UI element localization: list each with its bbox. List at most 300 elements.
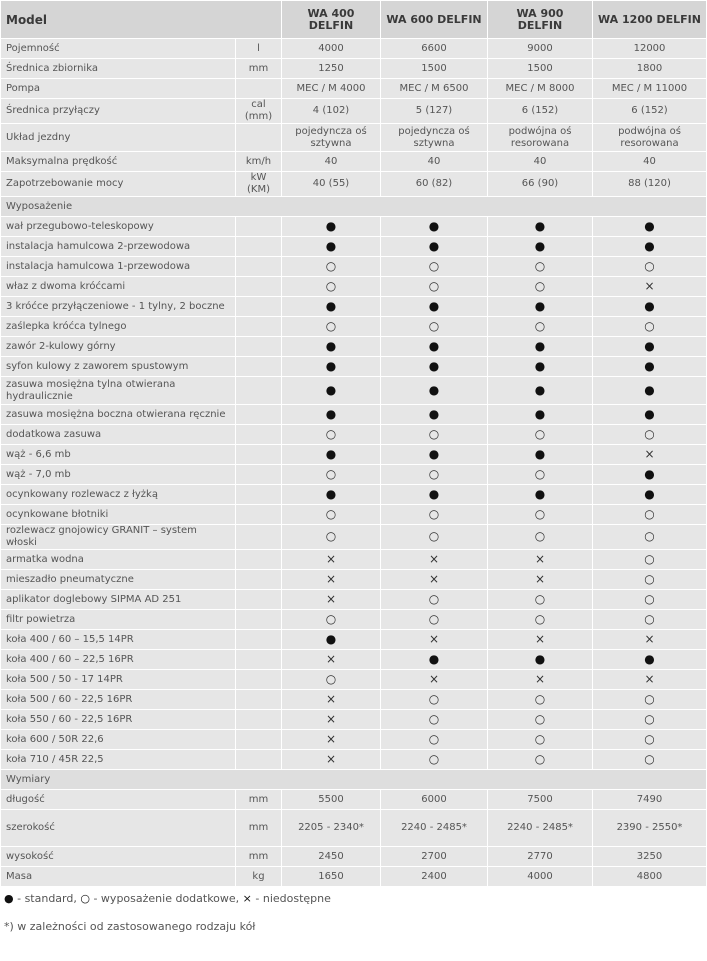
spec-row	[1, 810, 707, 847]
unit-cell: l	[236, 39, 282, 59]
spec-row	[1, 79, 707, 99]
standard-dot-icon: ●	[644, 466, 655, 481]
standard-dot-icon: ●	[644, 382, 655, 397]
footnote: *) w zależności od zastosowanego rodzaju kół	[4, 920, 256, 933]
value-cell	[593, 485, 707, 505]
unit-cell	[236, 550, 282, 570]
equipment-row	[1, 670, 707, 690]
value-cell: pojedyncza oś sztywna	[282, 124, 381, 152]
equipment-row	[1, 377, 707, 405]
value-cell	[381, 630, 488, 650]
standard-dot-icon: ●	[644, 486, 655, 501]
value-cell	[381, 710, 488, 730]
value-cell	[593, 277, 707, 297]
spec-row	[1, 867, 707, 887]
model-name: WA 600 DELFIN	[381, 1, 488, 39]
value-cell: 3250	[593, 847, 707, 867]
value-cell	[593, 297, 707, 317]
optional-circle-icon: ○	[80, 892, 90, 905]
value-cell	[381, 425, 488, 445]
optional-circle-icon: ○	[325, 278, 337, 293]
value-cell	[488, 570, 593, 590]
equipment-row	[1, 277, 707, 297]
section-row	[1, 770, 707, 790]
value-cell	[593, 590, 707, 610]
value-cell: 60 (82)	[381, 172, 488, 197]
optional-circle-icon: ○	[325, 671, 337, 686]
optional-circle-icon: ○	[428, 466, 440, 481]
optional-circle-icon: ○	[534, 691, 546, 706]
optional-circle-icon: ○	[428, 258, 440, 273]
row-label: Zapotrzebowanie mocy	[1, 172, 236, 197]
value-cell	[381, 485, 488, 505]
optional-circle-icon: ○	[534, 711, 546, 726]
unit-cell	[236, 79, 282, 99]
model-name: WA 900 DELFIN	[488, 1, 593, 39]
value-cell	[593, 237, 707, 257]
row-label: zaślepka króćca tylnego	[1, 317, 236, 337]
standard-dot-icon: ●	[428, 358, 440, 373]
row-label: koła 600 / 50R 22,6	[1, 730, 236, 750]
value-cell: 2450	[282, 847, 381, 867]
unavailable-cross-icon: ×	[428, 671, 440, 686]
value-cell: 7490	[593, 790, 707, 810]
value-cell: 4800	[593, 867, 707, 887]
value-cell	[381, 237, 488, 257]
equipment-row	[1, 750, 707, 770]
unit-cell	[236, 610, 282, 630]
value-cell	[282, 317, 381, 337]
value-cell	[593, 217, 707, 237]
optional-circle-icon: ○	[644, 591, 655, 606]
equipment-row	[1, 337, 707, 357]
spec-row	[1, 790, 707, 810]
row-label: Układ jezdny	[1, 124, 236, 152]
row-label: szerokość	[1, 810, 236, 847]
optional-circle-icon: ○	[325, 529, 337, 543]
value-cell	[488, 690, 593, 710]
optional-circle-icon: ○	[325, 318, 337, 333]
equipment-row	[1, 610, 707, 630]
row-label: koła 500 / 60 - 22,5 16PR	[1, 690, 236, 710]
value-cell	[488, 445, 593, 465]
standard-dot-icon: ●	[428, 298, 440, 313]
equipment-row	[1, 237, 707, 257]
legend-unavailable-text: - niedostępne	[251, 892, 331, 905]
unavailable-cross-icon: ×	[325, 731, 337, 746]
value-cell	[593, 630, 707, 650]
row-label: Średnica zbiornika	[1, 59, 236, 79]
value-cell	[593, 690, 707, 710]
value-cell: 66 (90)	[488, 172, 593, 197]
standard-dot-icon: ●	[534, 358, 546, 373]
optional-circle-icon: ○	[325, 258, 337, 273]
equipment-row	[1, 550, 707, 570]
row-label: koła 400 / 60 – 22,5 16PR	[1, 650, 236, 670]
value-cell: pojedyncza oś sztywna	[381, 124, 488, 152]
value-cell	[381, 590, 488, 610]
value-cell	[381, 445, 488, 465]
spec-row	[1, 99, 707, 124]
value-cell	[593, 710, 707, 730]
value-cell: 9000	[488, 39, 593, 59]
value-cell	[593, 505, 707, 525]
value-cell	[381, 317, 488, 337]
standard-dot-icon: ●	[428, 651, 440, 666]
unit-cell	[236, 590, 282, 610]
optional-circle-icon: ○	[428, 731, 440, 746]
row-label: koła 550 / 60 - 22,5 16PR	[1, 710, 236, 730]
value-cell	[282, 505, 381, 525]
value-cell: 40	[593, 152, 707, 172]
value-cell: MEC / M 8000	[488, 79, 593, 99]
optional-circle-icon: ○	[644, 731, 655, 746]
value-cell: MEC / M 6500	[381, 79, 488, 99]
row-label: koła 400 / 60 – 15,5 14PR	[1, 630, 236, 650]
equipment-row	[1, 425, 707, 445]
value-cell	[488, 277, 593, 297]
equipment-row	[1, 505, 707, 525]
value-cell: 1500	[488, 59, 593, 79]
value-cell	[488, 630, 593, 650]
optional-circle-icon: ○	[428, 506, 440, 521]
standard-dot-icon: ●	[534, 486, 546, 501]
standard-dot-icon: ●	[325, 486, 337, 501]
value-cell	[381, 670, 488, 690]
unit-cell	[236, 217, 282, 237]
value-cell	[593, 570, 707, 590]
optional-circle-icon: ○	[534, 318, 546, 333]
value-cell	[488, 425, 593, 445]
value-cell	[282, 730, 381, 750]
optional-circle-icon: ○	[644, 551, 655, 566]
equipment-row	[1, 445, 707, 465]
row-label: aplikator doglebowy SIPMA AD 251	[1, 590, 236, 610]
value-cell	[593, 550, 707, 570]
value-cell	[381, 217, 488, 237]
value-cell: 6 (152)	[488, 99, 593, 124]
optional-circle-icon: ○	[428, 691, 440, 706]
row-label: instalacja hamulcowa 2-przewodowa	[1, 237, 236, 257]
equipment-row	[1, 650, 707, 670]
unavailable-cross-icon: ×	[644, 671, 655, 686]
value-cell	[381, 690, 488, 710]
unit-cell	[236, 710, 282, 730]
row-label: długość	[1, 790, 236, 810]
equipment-row	[1, 357, 707, 377]
model-name: WA 1200 DELFIN	[593, 1, 707, 39]
standard-dot-icon: ●	[325, 446, 337, 461]
header-row	[1, 1, 707, 39]
value-cell	[282, 630, 381, 650]
row-label: zawór 2-kulowy górny	[1, 337, 236, 357]
optional-circle-icon: ○	[534, 426, 546, 441]
unavailable-cross-icon: ×	[534, 631, 546, 646]
optional-circle-icon: ○	[644, 711, 655, 726]
optional-circle-icon: ○	[534, 591, 546, 606]
optional-circle-icon: ○	[644, 506, 655, 521]
unavailable-cross-icon: ×	[325, 591, 337, 606]
optional-circle-icon: ○	[428, 278, 440, 293]
optional-circle-icon: ○	[644, 529, 655, 543]
spec-row	[1, 847, 707, 867]
unavailable-cross-icon: ×	[325, 751, 337, 766]
value-cell: 7500	[488, 790, 593, 810]
value-cell: 2240 - 2485*	[381, 810, 488, 847]
standard-dot-icon: ●	[534, 338, 546, 353]
value-cell	[593, 670, 707, 690]
value-cell	[593, 610, 707, 630]
equipment-row	[1, 630, 707, 650]
value-cell	[593, 337, 707, 357]
unavailable-cross-icon: ×	[325, 711, 337, 726]
value-cell: 4000	[488, 867, 593, 887]
value-cell: 2205 - 2340*	[282, 810, 381, 847]
unavailable-cross-icon: ×	[325, 651, 337, 666]
value-cell: 6000	[381, 790, 488, 810]
unit-cell: mm	[236, 790, 282, 810]
value-cell	[381, 377, 488, 405]
legend-standard-text: - standard,	[13, 892, 81, 905]
value-cell	[488, 590, 593, 610]
value-cell	[488, 670, 593, 690]
value-cell	[488, 525, 593, 550]
value-cell: 2770	[488, 847, 593, 867]
value-cell	[593, 357, 707, 377]
optional-circle-icon: ○	[534, 751, 546, 766]
unit-cell	[236, 124, 282, 152]
unit-cell: kg	[236, 867, 282, 887]
value-cell	[488, 217, 593, 237]
standard-dot-icon: ●	[325, 338, 337, 353]
unavailable-cross-icon: ×	[428, 551, 440, 566]
value-cell	[282, 710, 381, 730]
optional-circle-icon: ○	[644, 751, 655, 766]
spec-row	[1, 124, 707, 152]
value-cell: 40	[488, 152, 593, 172]
value-cell	[282, 425, 381, 445]
value-cell: 1800	[593, 59, 707, 79]
value-cell	[381, 297, 488, 317]
model-name: WA 400 DELFIN	[282, 1, 381, 39]
value-cell: 1250	[282, 59, 381, 79]
value-cell	[593, 425, 707, 445]
value-cell: podwójna oś resorowana	[593, 124, 707, 152]
spec-row	[1, 59, 707, 79]
equipment-row	[1, 297, 707, 317]
value-cell	[488, 465, 593, 485]
value-cell: 2240 - 2485*	[488, 810, 593, 847]
standard-dot-icon: ●	[534, 298, 546, 313]
optional-circle-icon: ○	[644, 426, 655, 441]
value-cell	[282, 357, 381, 377]
row-label: ocynkowany rozlewacz z łyżką	[1, 485, 236, 505]
optional-circle-icon: ○	[644, 318, 655, 333]
value-cell: MEC / M 11000	[593, 79, 707, 99]
row-label: armatka wodna	[1, 550, 236, 570]
row-label: Masa	[1, 867, 236, 887]
standard-dot-icon: ●	[428, 382, 440, 397]
row-label: rozlewacz gnojowicy GRANIT – system włoski	[1, 525, 236, 550]
unit-cell	[236, 630, 282, 650]
value-cell	[282, 550, 381, 570]
row-label: instalacja hamulcowa 1-przewodowa	[1, 257, 236, 277]
unit-cell	[236, 730, 282, 750]
row-label: koła 500 / 50 - 17 14PR	[1, 670, 236, 690]
unit-cell	[236, 690, 282, 710]
value-cell	[593, 750, 707, 770]
spec-row	[1, 172, 707, 197]
row-label: wysokość	[1, 847, 236, 867]
unit-cell	[236, 317, 282, 337]
unit-cell	[236, 465, 282, 485]
value-cell	[488, 505, 593, 525]
row-label: wąż - 7,0 mb	[1, 465, 236, 485]
value-cell	[282, 690, 381, 710]
value-cell	[282, 277, 381, 297]
value-cell	[282, 337, 381, 357]
value-cell	[381, 257, 488, 277]
row-label: Maksymalna prędkość	[1, 152, 236, 172]
standard-dot-icon: ●	[428, 338, 440, 353]
value-cell	[282, 670, 381, 690]
optional-circle-icon: ○	[428, 318, 440, 333]
standard-dot-icon: ●	[534, 446, 546, 461]
optional-circle-icon: ○	[325, 466, 337, 481]
unit-cell: km/h	[236, 152, 282, 172]
row-label: wał przegubowo-teleskopowy	[1, 217, 236, 237]
value-cell	[381, 405, 488, 425]
value-cell	[593, 377, 707, 405]
equipment-row	[1, 590, 707, 610]
row-label: Pompa	[1, 79, 236, 99]
standard-dot-icon: ●	[325, 238, 337, 253]
standard-dot-icon: ●	[325, 382, 337, 397]
value-cell	[282, 257, 381, 277]
value-cell	[593, 405, 707, 425]
equipment-row	[1, 465, 707, 485]
value-cell	[488, 317, 593, 337]
unit-cell	[236, 525, 282, 550]
row-label: syfon kulowy z zaworem spustowym	[1, 357, 236, 377]
value-cell	[282, 610, 381, 630]
equipment-row	[1, 570, 707, 590]
optional-circle-icon: ○	[428, 426, 440, 441]
standard-dot-icon: ●	[325, 218, 337, 233]
optional-circle-icon: ○	[428, 591, 440, 606]
section-title: Wyposażenie	[1, 197, 707, 217]
value-cell: 5500	[282, 790, 381, 810]
value-cell	[282, 525, 381, 550]
unit-cell	[236, 650, 282, 670]
optional-circle-icon: ○	[534, 529, 546, 543]
unit-cell	[236, 670, 282, 690]
optional-circle-icon: ○	[534, 731, 546, 746]
unavailable-cross-icon: ×	[325, 691, 337, 706]
unit-cell: kW (KM)	[236, 172, 282, 197]
value-cell	[282, 750, 381, 770]
row-label: Średnica przyłączy	[1, 99, 236, 124]
value-cell	[282, 217, 381, 237]
standard-dot-icon: ●	[428, 218, 440, 233]
value-cell: 2400	[381, 867, 488, 887]
value-cell: 40 (55)	[282, 172, 381, 197]
value-cell	[381, 610, 488, 630]
equipment-row	[1, 485, 707, 505]
value-cell	[488, 730, 593, 750]
value-cell	[488, 337, 593, 357]
unit-cell	[236, 257, 282, 277]
value-cell	[381, 525, 488, 550]
standard-dot-icon: ●	[534, 651, 546, 666]
unit-cell: mm	[236, 59, 282, 79]
section-row	[1, 197, 707, 217]
value-cell: 2700	[381, 847, 488, 867]
unavailable-cross-icon: ×	[428, 631, 440, 646]
optional-circle-icon: ○	[325, 506, 337, 521]
value-cell	[593, 525, 707, 550]
value-cell: podwójna oś resorowana	[488, 124, 593, 152]
optional-circle-icon: ○	[428, 711, 440, 726]
unit-cell: cal (mm)	[236, 99, 282, 124]
value-cell	[381, 357, 488, 377]
unit-cell	[236, 750, 282, 770]
optional-circle-icon: ○	[534, 258, 546, 273]
legend	[4, 892, 331, 905]
value-cell: 40	[282, 152, 381, 172]
value-cell: 40	[381, 152, 488, 172]
row-label: właz z dwoma króćcami	[1, 277, 236, 297]
unavailable-cross-icon: ×	[325, 571, 337, 586]
row-label: dodatkowa zasuwa	[1, 425, 236, 445]
unavailable-cross-icon: ×	[534, 571, 546, 586]
optional-circle-icon: ○	[534, 506, 546, 521]
unit-cell	[236, 337, 282, 357]
value-cell	[282, 445, 381, 465]
spec-row	[1, 152, 707, 172]
value-cell	[488, 750, 593, 770]
value-cell	[282, 237, 381, 257]
row-label: mieszadło pneumatyczne	[1, 570, 236, 590]
value-cell	[488, 237, 593, 257]
optional-circle-icon: ○	[534, 278, 546, 293]
equipment-row	[1, 730, 707, 750]
value-cell	[593, 445, 707, 465]
standard-dot-icon: ●	[644, 406, 655, 421]
value-cell	[282, 297, 381, 317]
standard-dot-icon: ●	[428, 486, 440, 501]
value-cell: 4 (102)	[282, 99, 381, 124]
spec-body	[1, 39, 707, 887]
unit-cell	[236, 425, 282, 445]
unit-cell	[236, 237, 282, 257]
value-cell	[488, 297, 593, 317]
row-label: zasuwa mosiężna boczna otwierana ręcznie	[1, 405, 236, 425]
row-label: zasuwa mosiężna tylna otwierana hydraulicznie	[1, 377, 236, 405]
optional-circle-icon: ○	[325, 611, 337, 626]
section-title: Wymiary	[1, 770, 707, 790]
value-cell: 1500	[381, 59, 488, 79]
spec-row	[1, 39, 707, 59]
standard-dot-icon: ●	[534, 406, 546, 421]
unit-cell	[236, 505, 282, 525]
value-cell	[381, 505, 488, 525]
unit-cell	[236, 570, 282, 590]
value-cell	[488, 405, 593, 425]
value-cell	[488, 357, 593, 377]
standard-dot-icon: ●	[325, 358, 337, 373]
unit-cell	[236, 357, 282, 377]
